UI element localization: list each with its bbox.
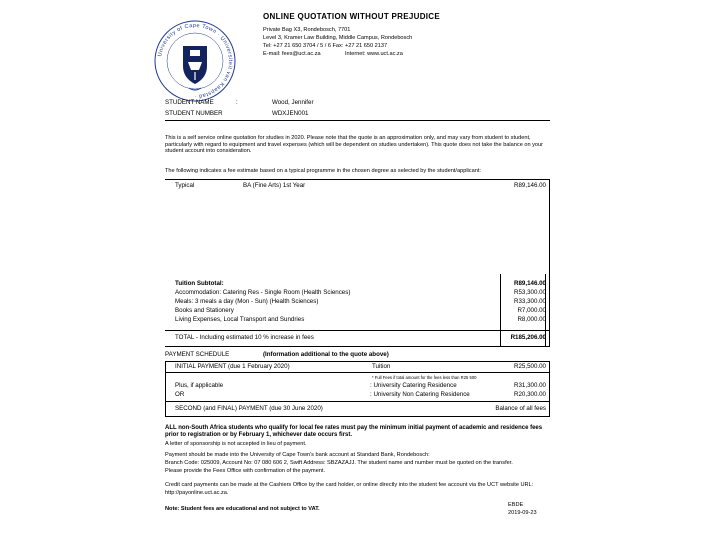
intro-estimate-line: The following indicates a fee estimate based on a typical programme in the chosen degree as selected by the student/applicant: bbox=[165, 168, 481, 174]
uct-seal-graphic bbox=[152, 18, 238, 104]
payment-box-left bbox=[165, 361, 166, 417]
total-label: TOTAL - Including estimated 10 % increase in fees bbox=[175, 334, 314, 341]
cost-label: Meals: 3 meals a day (Mon - Sun) (Health Sciences) bbox=[175, 298, 319, 305]
uct-seal bbox=[152, 18, 238, 104]
payment-schedule-note: (Information additional to the quote above) bbox=[263, 351, 389, 358]
total-divider bbox=[165, 330, 550, 331]
note-sponsorship: A letter of sponsorship is not accepted in lieu of payment. bbox=[165, 441, 307, 447]
programme-degree: BA (Fine Arts) 1st Year bbox=[243, 182, 306, 189]
cost-amount: R8,000.00 bbox=[517, 316, 546, 323]
payment-schedule-heading: PAYMENT SCHEDULE bbox=[165, 351, 230, 358]
total-amount: R185,206.00 bbox=[510, 334, 546, 341]
second-payment-divider bbox=[165, 401, 550, 402]
note-bank-details: Branch Code: 025009, Account No: 07 080 606 2, Swift Address: SBZAZAJJ. The student name and number must be quoted on the transfer. bbox=[165, 460, 513, 466]
note-local-fee-rates: ALL non-South Africa students who qualify for local fee rates must pay the minimum initial payment of academic and residence fees prior to registration or by February 1, whichever date occurs first. bbox=[165, 425, 543, 438]
cost-amount: R53,300.00 bbox=[514, 289, 546, 296]
residence-catering-label: : University Catering Residence bbox=[370, 382, 457, 389]
or-label: OR bbox=[175, 391, 185, 398]
cost-amount: R33,300.00 bbox=[514, 298, 546, 305]
cost-label: Tuition Subtotal: bbox=[175, 280, 224, 287]
address-line-2: Level 3, Kramer Law Building, Middle Campus, Rondebosch bbox=[263, 35, 413, 41]
programme-label: Typical bbox=[175, 182, 195, 189]
address-line-3: Tel: +27 21 650 3704 / 5 / 6 Fax: +27 21 650 2137 bbox=[263, 43, 388, 49]
svg-text:University of Cape Town · Univ: University of Cape Town · Universiteit van Kaapstad · bbox=[157, 22, 234, 100]
note-payonline-link[interactable]: http://payonline.uct.ac.za. bbox=[165, 490, 229, 496]
residence-catering-amount: R31,300.00 bbox=[514, 382, 546, 389]
document-date: 2019-09-23 bbox=[508, 510, 537, 516]
initial-payment-underline bbox=[165, 372, 550, 373]
tuition-footnote: * Full Fees if total amount for the fees less than R25 500 bbox=[372, 375, 477, 380]
student-name-value: Wood, Jennifer bbox=[272, 99, 314, 106]
internet-line: Internet: www.uct.ac.za bbox=[345, 51, 403, 57]
tuition-amount: R25,500.00 bbox=[514, 363, 546, 370]
payment-box-bottom bbox=[165, 416, 550, 417]
residence-noncatering-label: : University Non Catering Residence bbox=[370, 391, 470, 398]
note-credit-card: Credit card payments can be made at the Cashiers Office by the card holder, or online directly into the student fee account via the UCT website URL: bbox=[165, 482, 534, 488]
tuition-label: Tuition bbox=[372, 363, 391, 370]
email-line: E-mail: fees@uct.ac.za bbox=[263, 51, 321, 57]
payment-box-right bbox=[549, 361, 550, 417]
cost-label: Accommodation: Catering Res - Single Room (Health Sciences) bbox=[175, 289, 351, 296]
second-payment-amount: Balance of all fees bbox=[495, 405, 546, 412]
cost-amount: R89,146.00 bbox=[514, 280, 546, 287]
note-bank-payment: Payment should be made into the University of Cape Town's bank account at Standard Bank, Rondebosch: bbox=[165, 452, 430, 458]
student-name-label: STUDENT NAME bbox=[165, 99, 214, 106]
cost-label: Books and Stationery bbox=[175, 307, 234, 314]
student-number-label: STUDENT NUMBER bbox=[165, 110, 223, 117]
cost-amount: R7,000.00 bbox=[517, 307, 546, 314]
costs-box-bottom bbox=[165, 346, 550, 347]
student-divider bbox=[165, 120, 550, 121]
cost-label: Living Expenses, Local Transport and Sundries bbox=[175, 316, 305, 323]
intro-paragraph: This is a self service online quotation for studies in 2020. Please note that the quote is an approximation only, and may vary from student to student, particularly with regard to equipment and travel expenses (which will be dependent on studies undertaken). This quote does not take the balance on your student account into consideration. bbox=[165, 135, 544, 155]
address-line-1: Private Bag X3, Rondebosch, 7701 bbox=[263, 27, 351, 33]
programme-amount: R89,146.00 bbox=[514, 182, 546, 189]
costs-box-right bbox=[549, 179, 550, 347]
residence-noncatering-amount: R20,300.00 bbox=[514, 391, 546, 398]
costs-box-top bbox=[165, 179, 550, 180]
student-name-colon: : bbox=[236, 99, 238, 106]
note-vat: Note: Student fees are educational and not subject to VAT. bbox=[165, 506, 320, 512]
initial-payment-label: INITIAL PAYMENT (due 1 February 2020) bbox=[175, 363, 290, 370]
document-code: EBDE bbox=[508, 502, 524, 508]
plus-if-applicable: Plus, if applicable bbox=[175, 382, 224, 389]
second-payment-label: SECOND (and FINAL) PAYMENT (due 30 June 2020) bbox=[175, 405, 323, 412]
payment-box-top bbox=[165, 361, 550, 362]
note-confirmation: Please provide the Fees Office with confirmation of the payment. bbox=[165, 468, 326, 474]
document-title: ONLINE QUOTATION WITHOUT PREJUDICE bbox=[263, 12, 441, 21]
student-number-value: WDXJEN001 bbox=[272, 110, 309, 117]
